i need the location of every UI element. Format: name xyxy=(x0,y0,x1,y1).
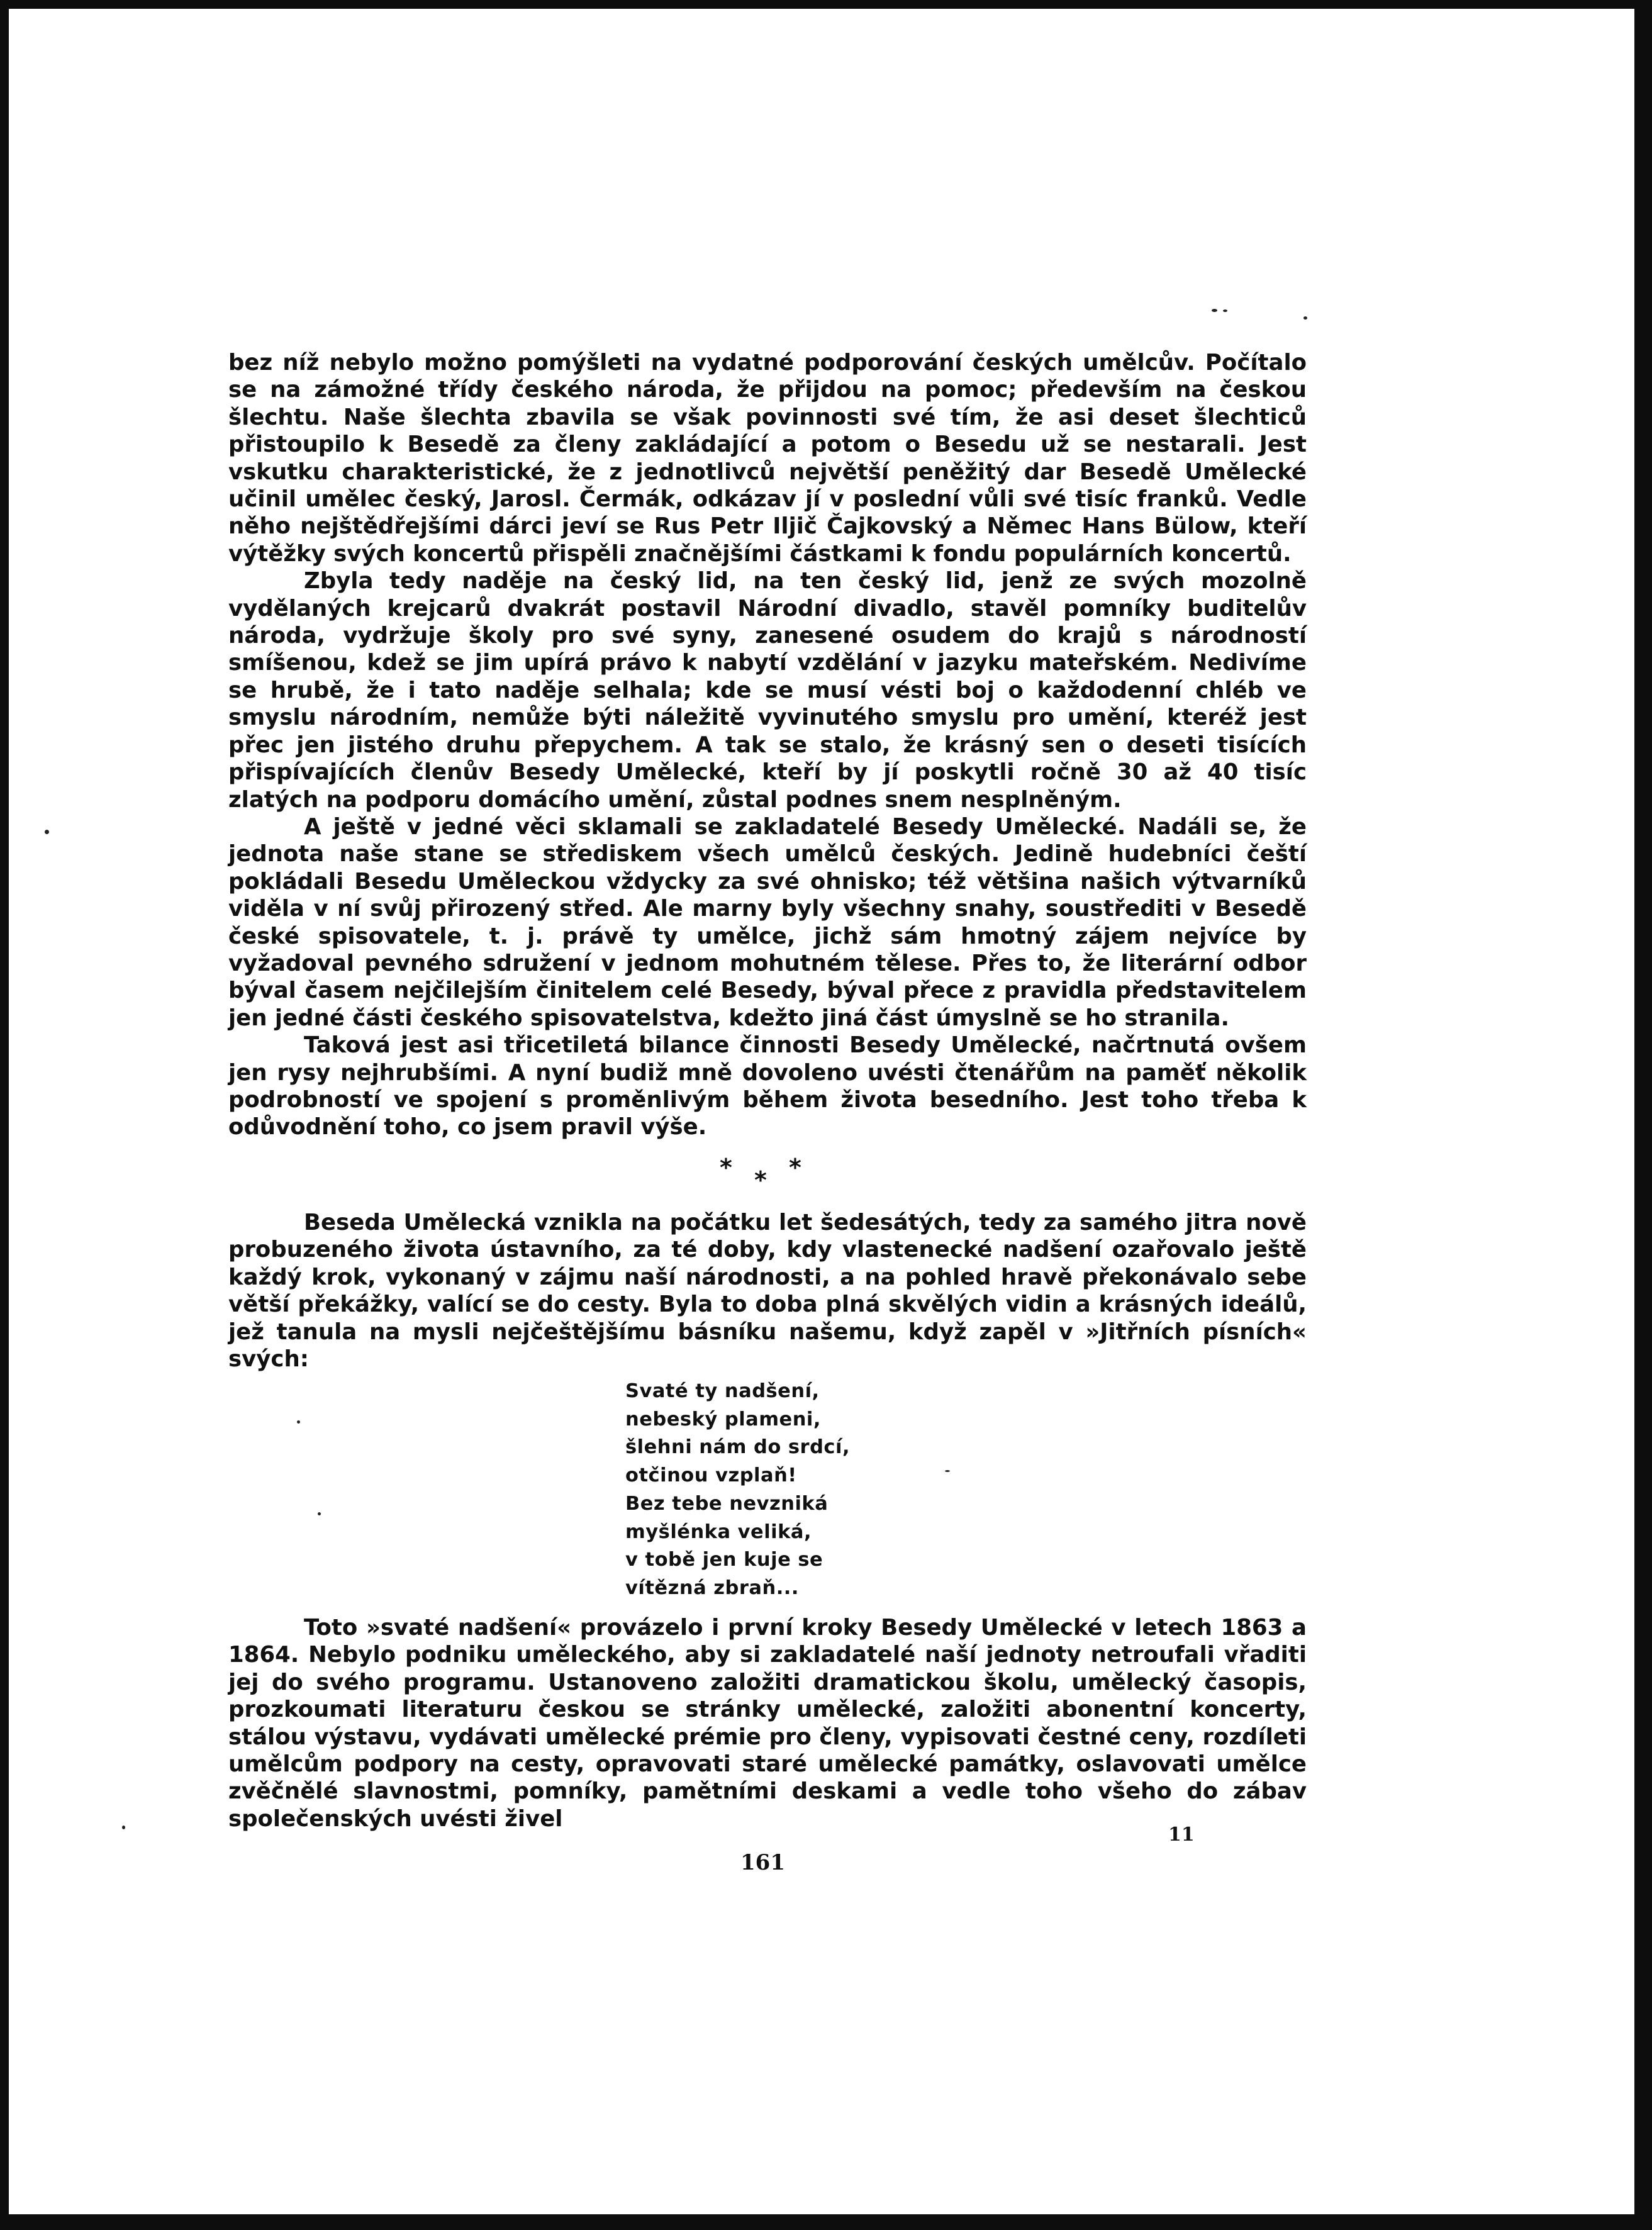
body-text-bottom xyxy=(228,1614,1307,1832)
section-break-asterism xyxy=(701,1154,814,1204)
paragraph-continued: bez níž nebylo možno pomýšleti na vydatné podporování českých umělcův. Počítalo se na zámožné třídy českého národa, že přijdou na pomoc; především na českou šlechtu. Naše šlechta zbavila se však povinnosti své tím, že asi deset šlechticů přistoupilo k Besedě za členy zakládající a potom o Besedu už se nestarali. Jest vskutku charakteristické, že z jednotlivců největší peněžitý dar Besedě Umělecké učinil umělec český, Jarosl. Čermák, odkázav jí v poslední vůli své tisíc franků. Vedle něho nejštědřejšími dárci jeví se Rus Petr Iljič Čajkovský a Němec Hans Bülow, kteří výtěžky svých koncertů přispěli značnějšími částkami k fondu populárních koncertů. xyxy=(228,350,1307,567)
ink-speck xyxy=(45,830,49,834)
paragraph: Toto »svaté nadšení« provázelo i první kroky Besedy Umělecké v letech 1863 a 1864. Nebylo podniku uměleckého, aby si zakladatelé naší jednoty netroufali vřaditi jej do svého programu. Ustanoveno založiti dramatickou školu, umělecký časopis, prozkoumati literaturu českou se stránky umělecké, založiti abonentní koncerty, stálou výstavu, vydávati umělecké prémie pro členy, vypisovati čestné ceny, rozdíleti umělcům podpory na cesty, opravovati staré umělecké památky, oslavovati umělce zvěčnělé slavnostmi, pomníky, pamětními deskami a vedle toho všeho do zábav společenských uvésti živel xyxy=(228,1615,1307,1832)
poem-line: otčinou vzplaň! xyxy=(625,1464,797,1487)
body-text-middle xyxy=(228,1209,1307,1373)
ink-speck xyxy=(318,1512,321,1515)
poem-line: myšlénka veliká, xyxy=(625,1520,812,1543)
signature-mark: 11 xyxy=(1168,1824,1195,1846)
poem-line: Bez tebe nevzniká xyxy=(625,1492,829,1515)
poem-line: Svaté ty nadšení, xyxy=(625,1380,820,1402)
poem-line: šlehni nám do srdcí, xyxy=(625,1436,851,1459)
ink-speck xyxy=(1223,309,1227,312)
poem-quotation xyxy=(625,1378,850,1603)
asterisk: * xyxy=(754,1166,767,1194)
paragraph: Zbyla tedy naděje na český lid, na ten český lid, jenž ze svých mozolně vydělaných krejcarů dvakrát postavil Národní divadlo, stavěl pomníky buditelův národa, vydržuje školy pro své syny, zanesené osudem do krajů s národností smíšenou, kdež se jim upírá právo k nabytí vzdělání v jazyku mateřském. Nedivíme se hrubě, že i tato naděje selhala; kde se musí vésti boj o každodenní chléb ve smyslu národním, nemůže býti náležitě vyvinutého smyslu pro umění, kteréž jest přec jen jistého druhu přepychem. A tak se stalo, že krásný sen o deseti tisících přispívajících členův Besedy Umělecké, kteří by jí poskytli ročně 30 až 40 tisíc zlatých na podporu domácího umění, zůstal podnes snem nesplněným. xyxy=(228,568,1307,813)
paragraph: Beseda Umělecká vznikla na počátku let šedesátých, tedy za samého jitra nově probuzeného života ústavního, za té doby, kdy vlastenecké nadšení ozařovalo ještě každý krok, vykonaný v zájmu naší národnosti, a na pohled hravě překonávalo sebe větší překážky, valící se do cesty. Byla to doba plná skvělých vidin a krásných ideálů, jež tanula na mysli nejčeštějšímu básníku našemu, když zapěl v »Jitřních písních« svých: xyxy=(228,1210,1307,1373)
ink-speck xyxy=(122,1826,125,1829)
paragraph: A ještě v jedné věci sklamali se zakladatelé Besedy Umělecké. Nadáli se, že jednota naše stane se střediskem všech umělců českých. Jedině hudebníci čeští pokládali Besedu Uměleckou vždycky za své ohnisko; též většina našich výtvarníků viděla v ní svůj přirozený střed. Ale marny byly všechny snahy, soustřediti v Besedě české spisovatele, t. j. právě ty umělce, jichž sám hmotný zájem nejvíce by vyžadoval pevného sdružení v jednom mohutném tělese. Přes to, že literární odbor býval časem nejčilejším činitelem celé Besedy, býval přece z pravidla představitelem jen jedné části českého spisovatelstva, kdežto jiná část úmyslně se ho stranila. xyxy=(228,813,1307,1031)
poem-line: v tobě jen kuje se xyxy=(625,1549,823,1571)
ink-speck xyxy=(1303,316,1307,320)
body-text-top xyxy=(228,349,1307,1141)
book-page xyxy=(9,9,1634,2214)
asterisk: * xyxy=(720,1154,732,1181)
page-number: 161 xyxy=(740,1850,785,1875)
paragraph: Taková jest asi třicetiletá bilance činnosti Besedy Umělecké, načrtnutá ovšem jen rysy nejhrubšími. A nyní budiž mně dovoleno uvésti čtenářům na paměť několik podrobností ve spojení s proměnlivým během života besedního. Jest toho třeba k odůvodnění toho, co jsem pravil výše. xyxy=(228,1032,1307,1140)
ink-speck xyxy=(297,1420,300,1424)
poem-line: vítězná zbraň... xyxy=(625,1576,799,1599)
poem-line: nebeský plameni, xyxy=(625,1408,821,1430)
asterisk: * xyxy=(789,1154,801,1181)
ink-speck xyxy=(945,1470,950,1472)
ink-speck xyxy=(1212,309,1217,312)
